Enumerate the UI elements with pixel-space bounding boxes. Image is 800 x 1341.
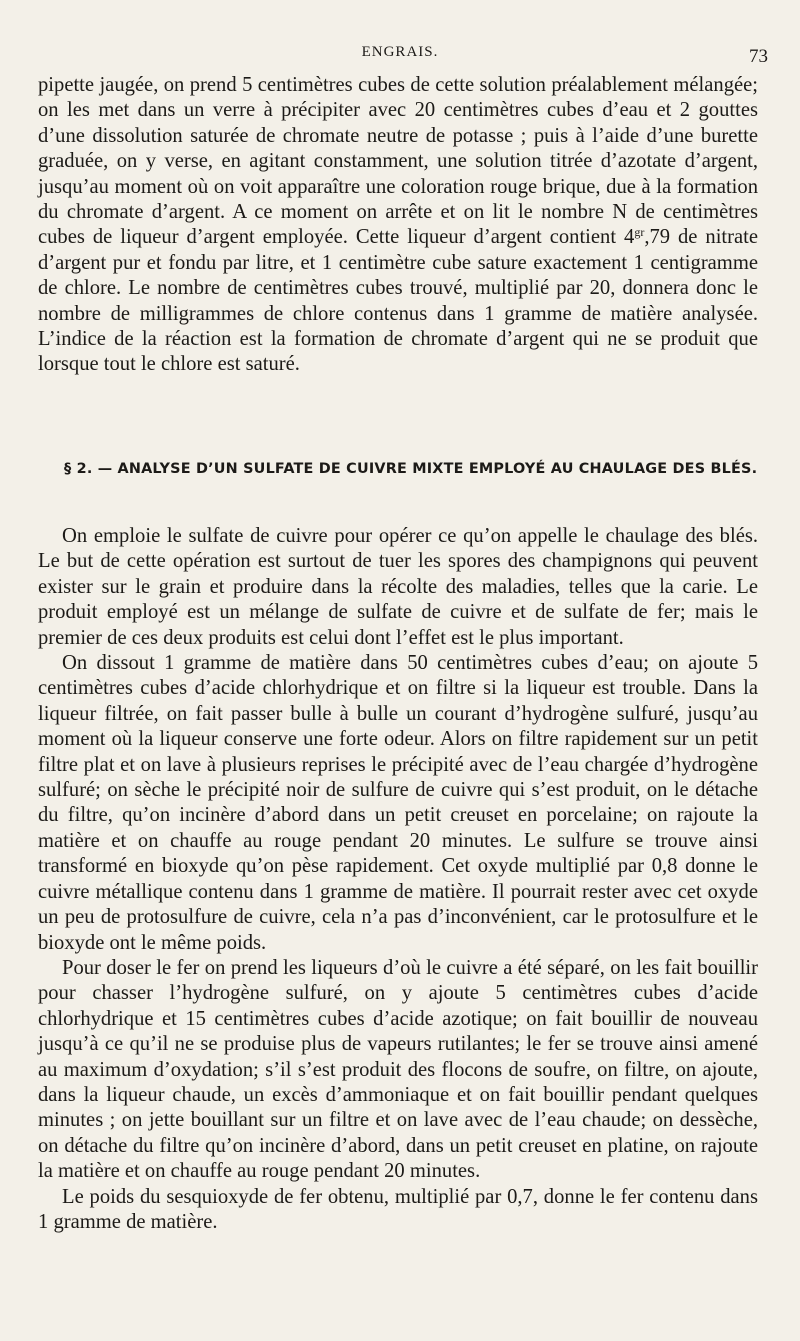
- running-head: ENGRAIS.: [361, 44, 439, 60]
- page-number: 73: [749, 46, 768, 67]
- paragraph: Pour doser le fer on prend les liqueurs d’où le cuivre a été séparé, on les fait bouillir pour chasser l’hydrogène sulfuré, on y ajoute 5 centimètres cubes d’acide chlorhydrique et 15 centimètres cubes d’acide azotique; on fait bouillir de nouveau jusqu’à ce qu’il ne se produise plus de vapeurs rutilantes; le fer se trouve ainsi amené au maximum d’oxydation; s’il s’est produit des flocons de soufre, on filtre, on ajoute, dans la liqueur chaude, un excès d’ammoniaque et on fait bouillir pendant quelques minutes ; on jette bouillant sur un filtre et on lave avec de l’eau chaude; on dessèche, on détache du filtre qu’on incinère d’abord, dans un petit creuset en platine, on rajoute la matière et on chauffe au rouge pendant 20 minutes.: [38, 956, 758, 1183]
- paragraph-text: pipette jaugée, on prend 5 centimètres cubes de cette solution préalablement mélangée; on les met dans un verre à précipiter avec 20 centimètres cubes d’eau et 2 gouttes d’une dissolution saturée de chromate neutre de potasse ; puis à l’aide d’une burette graduée, on y verse, en agitant constamment, une solution titrée d’azotate d’argent, jusqu’au moment où on voit apparaître une coloration rouge brique, due à la formation du chromate d’argent. A ce moment on arrête et on lit le nombre N de centimètres cubes de liqueur d’argent employée. Cette liqueur d’argent contient 4: [38, 74, 758, 249]
- paragraph: Le poids du sesquioxyde de fer obtenu, multiplié par 0,7, donne le fer contenu dans 1 gramme de matière.: [38, 1185, 758, 1233]
- gram-abbreviation: gr: [634, 225, 645, 240]
- paragraph-text: ,79 de nitrate d’argent pur et fondu par litre, et 1 centimètre cube sature exactement 1 centigramme de chlore. Le nombre de centimètres cubes trouvé, multiplié par 20, donnera donc le nombre de milligrammes de chlore contenus dans 1 gramme de matière analysée. L’indice de la réaction est la formation de chromate d’argent qui ne se produit que lorsque tout le chlore est saturé.: [38, 226, 758, 376]
- paragraph: [38, 73, 758, 378]
- paragraph: On emploie le sulfate de cuivre pour opérer ce qu’on appelle le chaulage des blés. Le but de cette opération est surtout de tuer les spores des champignons qui peuvent exister sur le grain et produire dans la récolte des maladies, telles que la carie. Le produit employé est un mélange de sulfate de cuivre et de sulfate de fer; mais le premier de ces deux produits est celui dont l’effet est le plus important.: [38, 525, 758, 649]
- page-header: [30, 44, 770, 68]
- continued-paragraph-block: [38, 73, 758, 378]
- section-heading: § 2. — ANALYSE D’UN SULFATE DE CUIVRE MIXTE EMPLOYÉ AU CHAULAGE DES BLÉS.: [64, 461, 758, 477]
- section-body: [38, 524, 758, 1235]
- paragraph: On dissout 1 gramme de matière dans 50 centimètres cubes d’eau; on ajoute 5 centimètres cubes d’acide chlorhydrique et on filtre si la liqueur est trouble. Dans la liqueur filtrée, on fait passer bulle à bulle un courant d’hydrogène sulfuré, jusqu’au moment où la liqueur conserve une forte odeur. Alors on filtre rapidement sur un petit filtre plat et on lave à plusieurs reprises le précipité avec de l’eau chargée d’hydrogène sulfuré; on sèche le précipité noir de sulfure de cuivre qui s’est produit, on le détache du filtre, qu’on incinère d’abord dans un petit creuset en porcelaine; on rajoute la matière et on chauffe au rouge pendant 20 minutes. Le sulfure se trouve ainsi transformé en bioxyde qu’on pèse rapidement. Cet oxyde multiplié par 0,8 donne le cuivre métallique contenu dans 1 gramme de matière. Il pourrait rester avec cet oxyde un peu de protosulfure de cuivre, cela n’a pas d’inconvénient, car le protosulfure et le bioxyde ont le même poids.: [38, 652, 758, 954]
